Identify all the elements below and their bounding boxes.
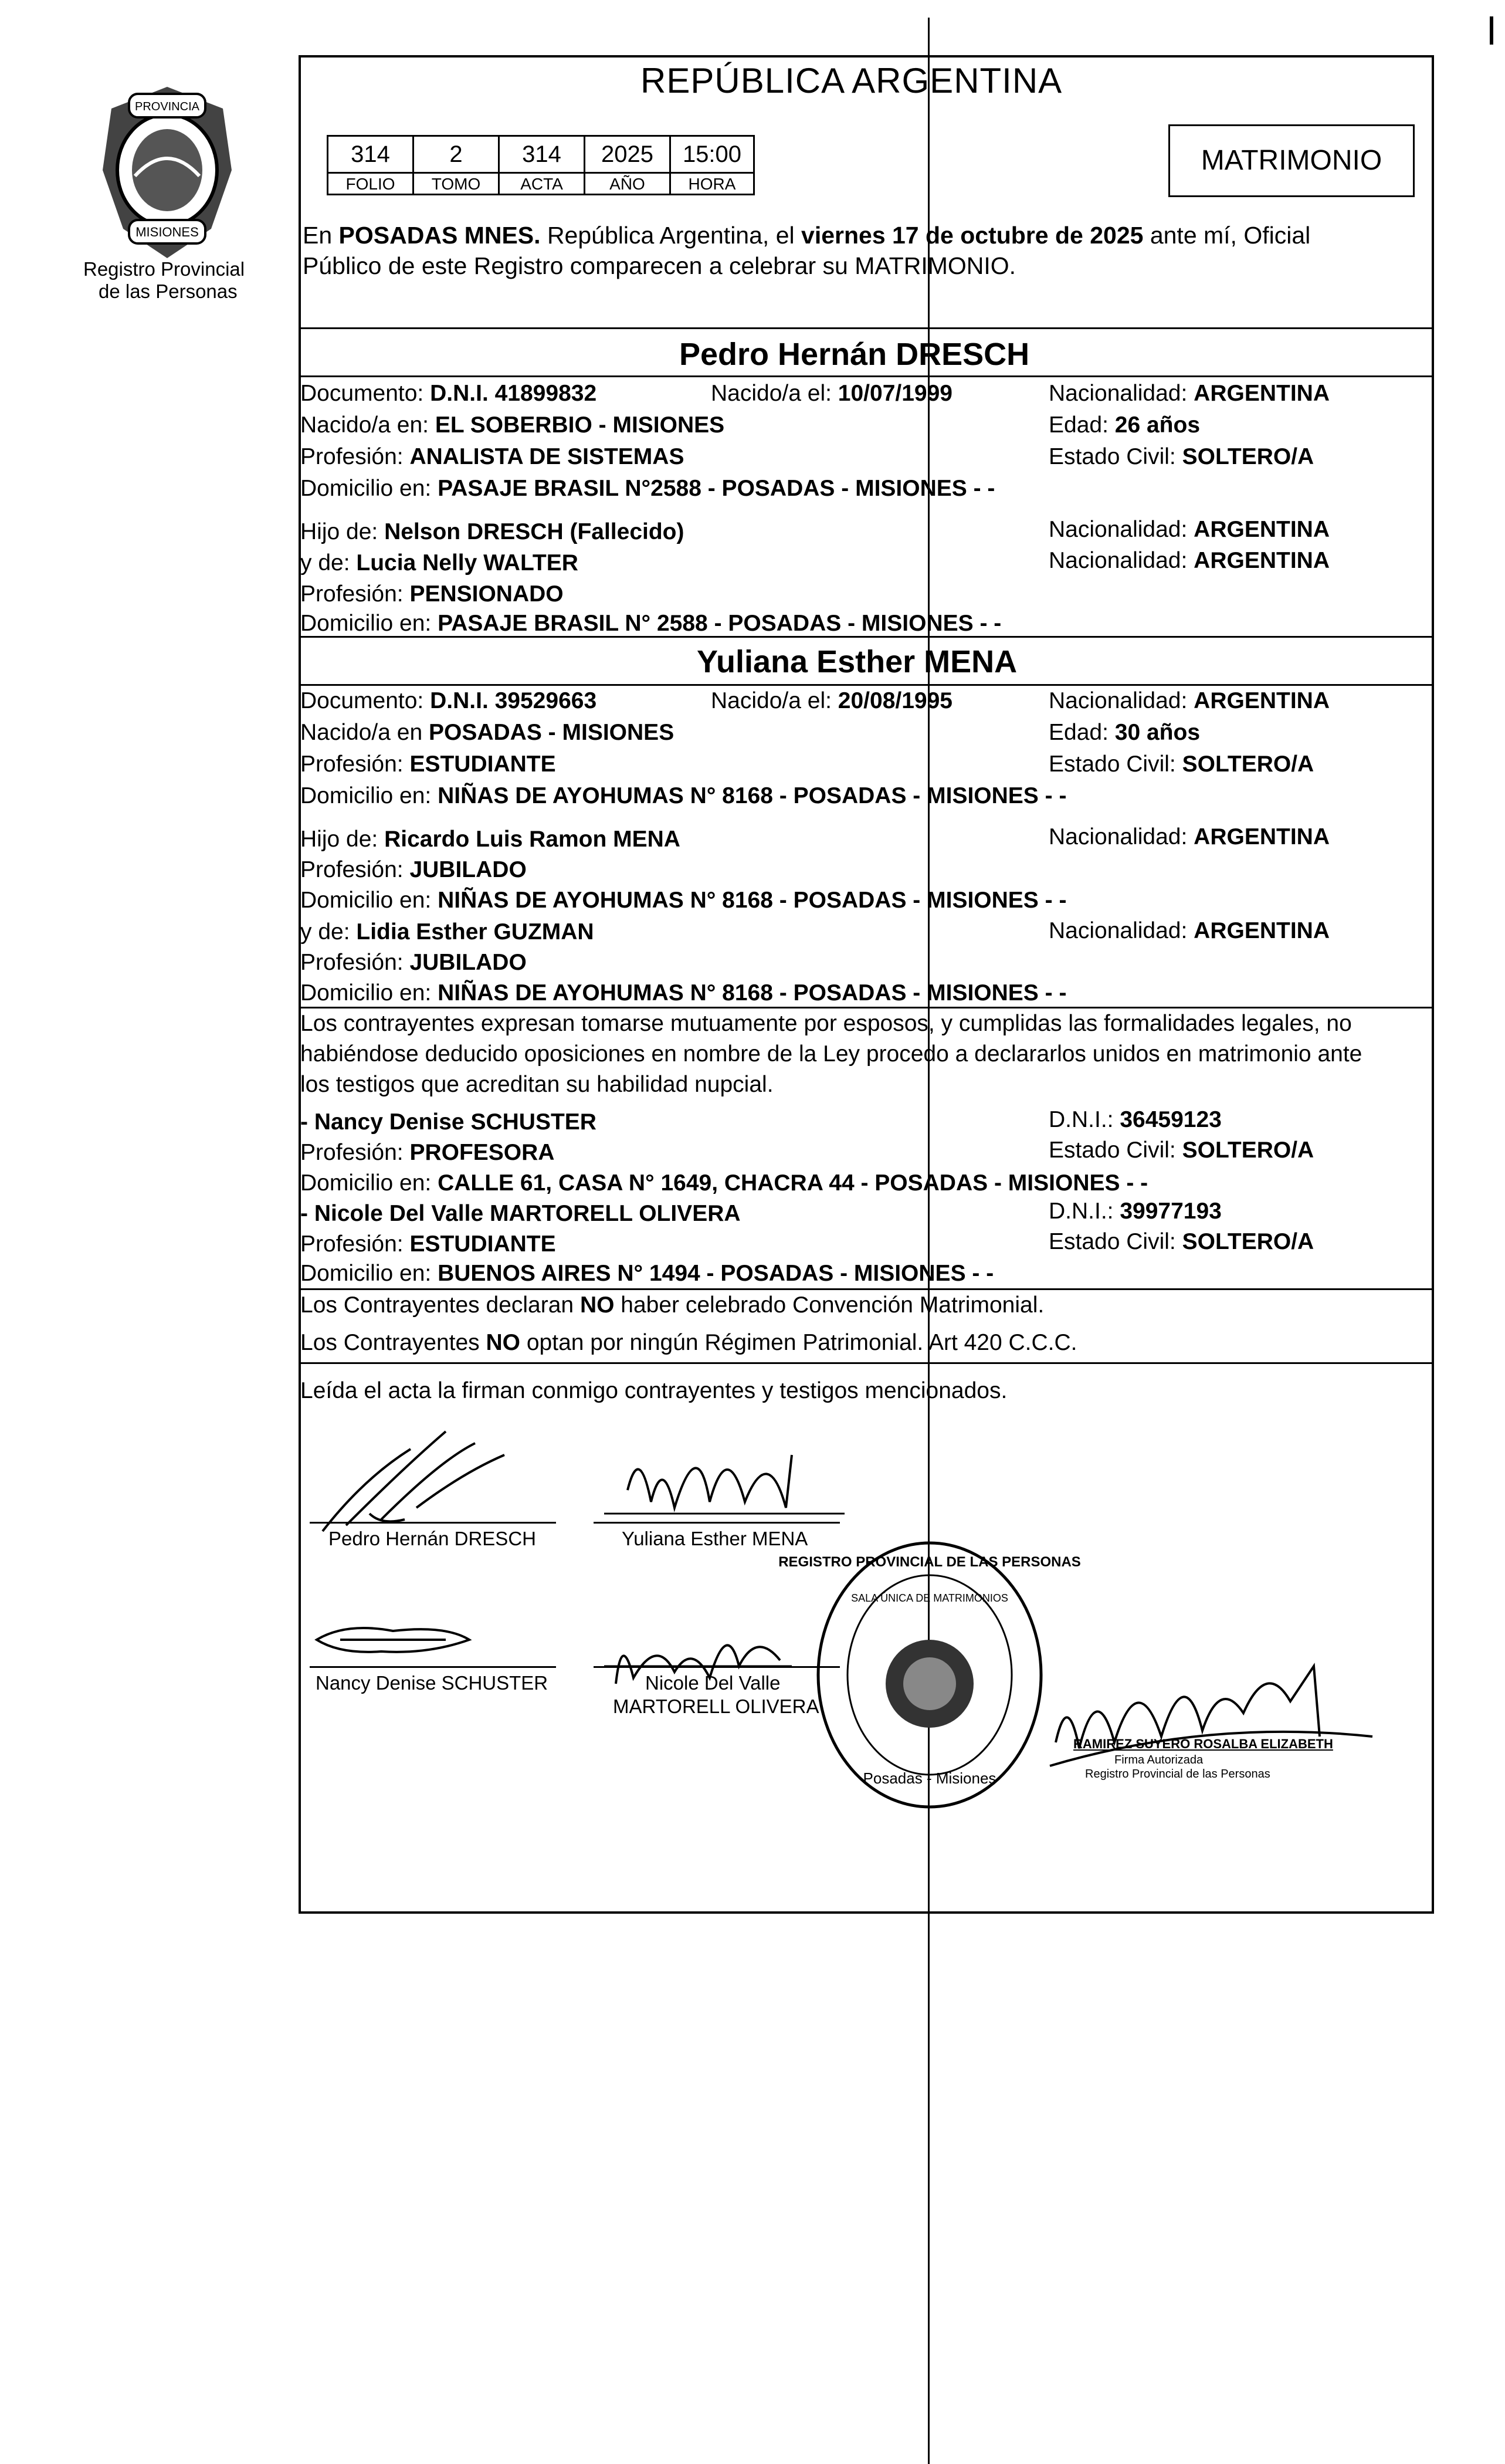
value: ANALISTA DE SISTEMAS [409,444,684,469]
hora-label: HORA [688,175,736,193]
label: Nacido/a en: [300,412,435,438]
value: SOLTERO/A [1182,444,1314,469]
label: Nacido/a en [300,720,429,745]
value: POSADAS - MISIONES [428,720,674,745]
tomo-label: TOMO [414,174,500,194]
spouse1-father-nat [1049,516,1330,543]
value: ESTUDIANTE [409,752,556,777]
tomo-value: 2 [414,137,500,172]
value: NIÑAS DE AYOHUMAS N° 8168 - POSADAS - MISIONES - - [438,888,1067,913]
witness1-dni [1049,1106,1222,1133]
value: PENSIONADO [409,581,564,607]
divider [299,684,1434,686]
seal-bottom-text: MISIONES [135,225,199,239]
label: D.N.I.: [1049,1107,1120,1132]
value: ARGENTINA [1194,381,1330,406]
signature-officer [1044,1643,1396,1783]
closing-statement: Leída el acta la firman conmigo contrayentes y testigos mencionados. [300,1378,1008,1403]
text: Los Contrayentes declaran [300,1292,580,1318]
value: D.N.I. 39529663 [430,688,597,713]
spouse2-nat [1049,688,1330,715]
label: Estado Civil: [1049,752,1182,777]
spouse2-father [300,826,680,853]
value: ARGENTINA [1194,548,1330,573]
spouse1-prof [300,444,684,471]
spouse1-dom [300,475,995,502]
agency-name-line2: de las Personas [99,280,238,302]
label: Hijo de: [300,519,385,544]
stamp-bottom-text: Posadas - Misiones [863,1769,996,1787]
acta-label: ACTA [500,174,585,194]
folio-label: FOLIO [328,174,414,194]
witness1-prof [300,1139,554,1166]
intro-date: viernes 17 de octubre de 2025 [801,222,1144,249]
value: PASAJE BRASIL N°2588 - POSADAS - MISIONES - - [438,476,995,501]
label: Domicilio en: [300,1170,438,1196]
label: y de: [300,550,357,576]
value: JUBILADO [409,857,527,882]
act-type-label: MATRIMONIO [1201,145,1382,176]
value: ARGENTINA [1194,918,1330,943]
spouse1-parent-prof [300,581,564,608]
divider [299,636,1434,638]
value: NIÑAS DE AYOHUMAS N° 8168 - POSADAS - MISIONES - - [438,980,1067,1006]
spouse2-father-dom [300,887,1066,914]
label: Domicilio en: [300,1261,438,1286]
value: PROFESORA [409,1140,555,1165]
spouse1-name: Pedro Hernán DRESCH [679,337,1030,372]
signature-line [594,1666,840,1668]
value: D.N.I. 41899832 [430,381,597,406]
witness2-name: - Nicole Del Valle MARTORELL OLIVERA [300,1201,741,1226]
label: Profesión: [300,444,410,469]
signature-spouse2 [592,1420,850,1531]
divider [299,1007,1434,1008]
declaration-line1: Los contrayentes expresan tomarse mutuamente por esposos, y cumplidas las formalidades legales, no [300,1011,1352,1036]
spouse2-age [1049,719,1200,746]
spouse2-doc [300,688,596,715]
value: EL SOBERBIO - MISIONES [435,412,725,438]
label: Edad: [1049,412,1115,438]
text: haber celebrado Convención Matrimonial. [614,1292,1045,1318]
stamp-ring-text: REGISTRO PROVINCIAL DE LAS PERSONAS [778,1554,1081,1570]
signature-label-spouse2: Yuliana Esther MENA [622,1528,808,1549]
label: Nacionalidad: [1049,824,1194,849]
margin-mark [1490,16,1493,45]
country-title: REPÚBLICA ARGENTINA [640,61,1063,100]
hora-value: 15:00 [682,141,742,167]
label: Nacido/a el: [711,688,838,713]
declaration-line3: los testigos que acreditan su habilidad nupcial. [300,1072,774,1097]
folio-value: 314 [328,137,414,172]
officer-name: RAMIREZ SUYERO ROSALBA ELIZABETH [1073,1737,1333,1751]
value: NO [579,1292,615,1318]
text: Los Contrayentes [300,1330,486,1355]
spouse2-mother-dom [300,980,1066,1007]
spouse2-father-prof [300,857,527,884]
declaration-line2: habiéndose deducido oposiciones en nombre de la Ley procedo a declararlos unidos en matrimonio ante [300,1041,1362,1067]
agency-name-line1: Registro Provincial [83,258,245,280]
value: 39977193 [1120,1199,1222,1224]
value: 26 años [1114,412,1201,438]
label: Nacionalidad: [1049,918,1194,943]
record-labels [327,172,755,195]
spouse1-parent-dom [300,610,1001,637]
intro-text: República Argentina, el [540,222,802,249]
witness2-dom [300,1260,994,1287]
signature-label-witness2-line2: MARTORELL OLIVERA [613,1695,819,1717]
value: JUBILADO [409,950,527,975]
signature-label-witness2-line1: Nicole Del Valle [645,1672,781,1694]
label: Domicilio en: [300,888,438,913]
spouse1-mother-nat [1049,547,1330,574]
spouse2-dom [300,783,1066,810]
text: optan por ningún Régimen Patrimonial. Art 420 C.C.C. [520,1330,1077,1355]
official-stamp [778,1537,1081,1813]
label: Domicilio en: [300,476,438,501]
value: Lucia Nelly WALTER [356,550,578,576]
acta-value: 314 [500,137,585,172]
label: Profesión: [300,1140,410,1165]
witness1-dom [300,1170,1148,1197]
label: Hijo de: [300,827,385,852]
value: ESTUDIANTE [409,1231,556,1257]
coat-of-arms-icon [88,82,246,264]
spouse1-doc [300,380,596,407]
value: SOLTERO/A [1182,1138,1314,1163]
spouse1-civil [1049,444,1314,471]
clause-convention [300,1292,1044,1319]
witness2-civil [1049,1228,1314,1255]
divider [299,1362,1434,1364]
anio-label: AÑO [585,174,671,194]
officer-sub2: Registro Provincial de las Personas [1085,1768,1270,1781]
label: Domicilio en: [300,980,438,1006]
label: Nacionalidad: [1049,688,1194,713]
label: Edad: [1049,720,1115,745]
spouse2-mother-prof [300,949,527,976]
label: Profesión: [300,581,410,607]
stamp-inner-text: SALA ÚNICA DE MATRIMONIOS [851,1592,1008,1604]
value: PASAJE BRASIL N° 2588 - POSADAS - MISIONES - - [438,611,1002,636]
label: Nacionalidad: [1049,548,1194,573]
intro-line2: Público de este Registro comparecen a celebrar su MATRIMONIO. [303,252,1016,279]
spouse1-born [711,380,953,407]
spouse2-civil [1049,751,1314,778]
seal-top-text: PROVINCIA [134,100,200,113]
value: 30 años [1114,720,1201,745]
spouse2-born [711,688,953,715]
clause-regime [300,1329,1077,1356]
signature-label-spouse1: Pedro Hernán DRESCH [328,1528,536,1549]
spouse2-birthplace [300,719,674,746]
witness1-civil [1049,1137,1314,1164]
spouse2-father-nat [1049,824,1330,851]
divider [299,375,1434,377]
intro-text: En [303,222,339,249]
value: ARGENTINA [1194,688,1330,713]
signature-spouse1 [311,1420,557,1537]
value: Lidia Esther GUZMAN [356,919,594,945]
divider [299,1288,1434,1290]
label: Estado Civil: [1049,444,1182,469]
value: CALLE 61, CASA N° 1649, CHACRA 44 - POSADAS - MISIONES - - [438,1170,1148,1196]
spouse1-mother [300,550,578,577]
spouse2-mother [300,919,594,946]
value: 20/08/1995 [838,688,953,713]
value: 36459123 [1120,1107,1222,1132]
label: Estado Civil: [1049,1229,1182,1254]
intro-text: ante mí, Oficial [1143,222,1311,249]
officer-sub1: Firma Autorizada [1114,1754,1204,1766]
signature-line [594,1522,840,1524]
record-table [327,135,755,174]
value: 10/07/1999 [838,381,953,406]
label: D.N.I.: [1049,1199,1120,1224]
signature-witness1 [311,1619,475,1660]
label: Profesión: [300,857,410,882]
value: ARGENTINA [1194,517,1330,542]
witness2-prof [300,1231,556,1258]
spouse2-prof [300,751,556,778]
signature-line [310,1666,556,1668]
label: Profesión: [300,752,410,777]
value: BUENOS AIRES N° 1494 - POSADAS - MISIONES - - [438,1261,994,1286]
signature-label-witness1: Nancy Denise SCHUSTER [316,1672,548,1694]
signature-line [310,1522,556,1524]
label: Profesión: [300,1231,410,1257]
witness2-dni [1049,1198,1222,1225]
value: SOLTERO/A [1182,1229,1314,1254]
label: Estado Civil: [1049,1138,1182,1163]
value: Ricardo Luis Ramon MENA [384,827,680,852]
value: Nelson DRESCH (Fallecido) [384,519,684,544]
value: NIÑAS DE AYOHUMAS N° 8168 - POSADAS - MISIONES - - [438,783,1067,808]
intro-line1 [303,222,1310,249]
value: ARGENTINA [1194,824,1330,849]
label: Documento: [300,688,431,713]
label: Profesión: [300,950,410,975]
witness1-name: - Nancy Denise SCHUSTER [300,1109,596,1135]
label: Nacido/a el: [711,381,838,406]
spouse1-nat [1049,380,1330,407]
label: Documento: [300,381,431,406]
intro-place: POSADAS MNES. [338,222,541,249]
spouse1-age [1049,412,1200,439]
value: SOLTERO/A [1182,752,1314,777]
divider [299,327,1434,329]
spouse2-mother-nat [1049,918,1330,945]
spouse1-birthplace [300,412,724,439]
agency-logo [88,82,246,264]
label: Nacionalidad: [1049,517,1194,542]
label: Domicilio en: [300,611,438,636]
spouse1-father [300,519,684,546]
anio-value: 2025 [585,137,671,172]
label: Domicilio en: [300,783,438,808]
act-type-box [1168,124,1415,197]
spouse2-name: Yuliana Esther MENA [697,644,1018,679]
label: Nacionalidad: [1049,381,1194,406]
value: NO [486,1330,521,1355]
label: y de: [300,919,357,945]
